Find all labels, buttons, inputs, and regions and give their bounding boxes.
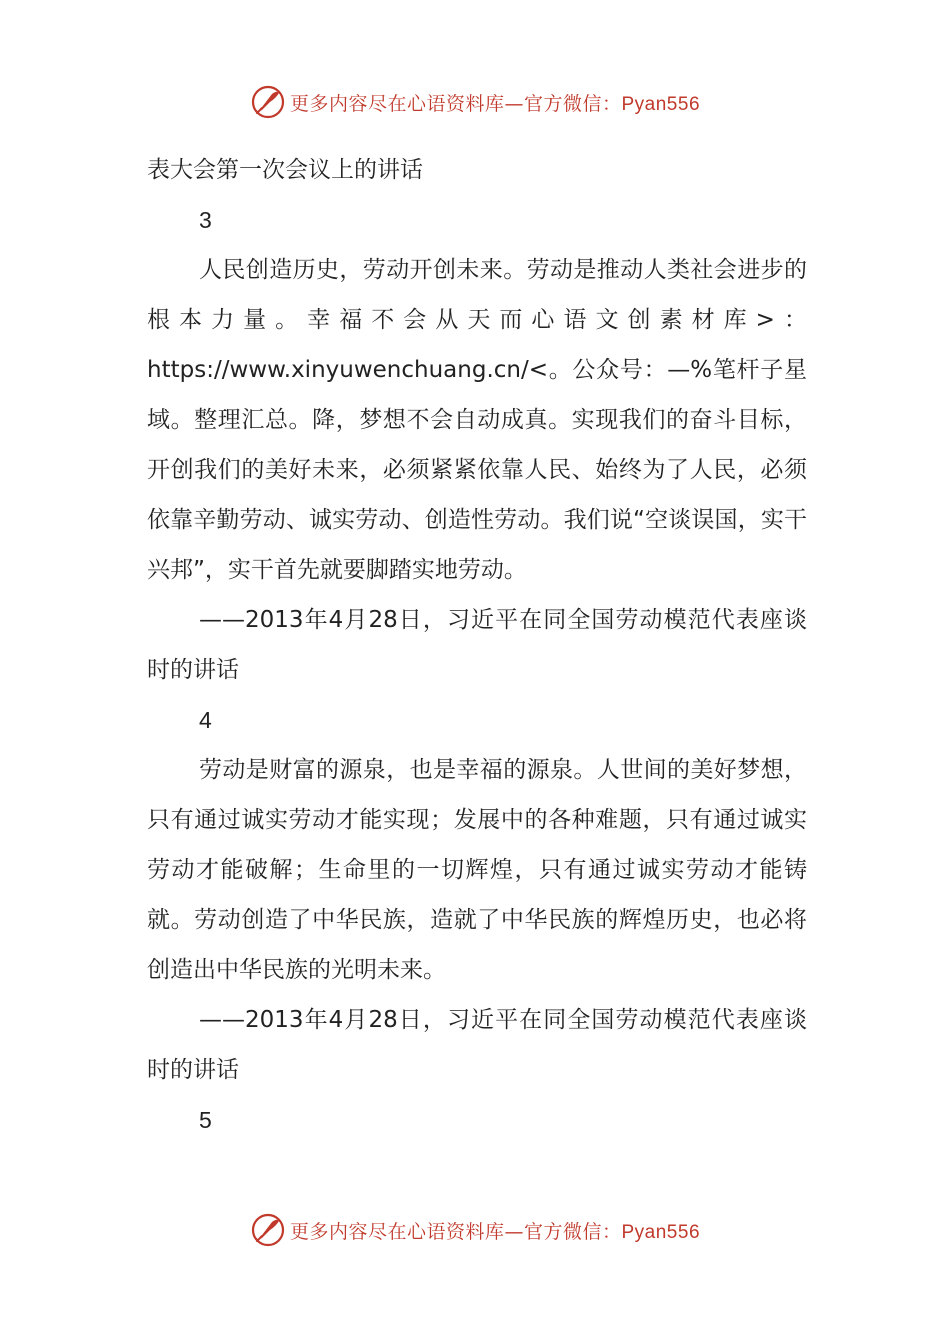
quote-attribution: ——2013年4月28日，习近平在同全国劳动模范代表座谈时的讲话 (147, 607, 807, 683)
quote-attribution: ——2013年4月28日，习近平在同全国劳动模范代表座谈时的讲话 (147, 1007, 807, 1083)
quill-logo-icon (250, 1212, 286, 1248)
watermark-footer (0, 1210, 950, 1250)
section-number: 3 (199, 207, 212, 233)
watermark-header (0, 82, 950, 122)
watermark-wechat-id: Pyan556 (621, 93, 701, 115)
watermark-wechat-id: Pyan556 (621, 1221, 701, 1243)
watermark-label: 官方微信： (523, 1220, 622, 1243)
paragraph-continuation: 表大会第一次会议上的讲话 (147, 157, 423, 183)
document-body (147, 145, 807, 1145)
watermark-dash: — (504, 1220, 524, 1243)
watermark-text (290, 1217, 700, 1244)
section-number: 4 (199, 707, 212, 733)
watermark-prefix: 更多内容尽在心语资料库 (289, 1220, 505, 1243)
body-paragraph: 人民创造历史，劳动开创未来。劳动是推动人类社会进步的根本力量。幸福不会从天而心语文创素材库>：https://www.xinyuwenchuang.cn/<。公众号：—%笔杆子星域。整理汇总。降，梦想不会自动成真。实现我们的奋斗目标，开创我们的美好未来，必须紧紧依靠人民、始终为了人民，必须依靠辛勤劳动、诚实劳动、创造性劳动。我们说“空谈误国，实干兴邦”，实干首先就要脚踏实地劳动。 (147, 257, 807, 583)
watermark-prefix: 更多内容尽在心语资料库 (289, 92, 505, 115)
watermark-text (290, 89, 700, 116)
watermark-dash: — (504, 92, 524, 115)
watermark-label: 官方微信： (523, 92, 622, 115)
quill-logo-icon (250, 84, 286, 120)
section-number: 5 (199, 1107, 212, 1133)
body-paragraph: 劳动是财富的源泉，也是幸福的源泉。人世间的美好梦想，只有通过诚实劳动才能实现；发展中的各种难题，只有通过诚实劳动才能破解；生命里的一切辉煌，只有通过诚实劳动才能铸就。劳动创造了中华民族，造就了中华民族的辉煌历史，也必将创造出中华民族的光明未来。 (147, 757, 807, 983)
